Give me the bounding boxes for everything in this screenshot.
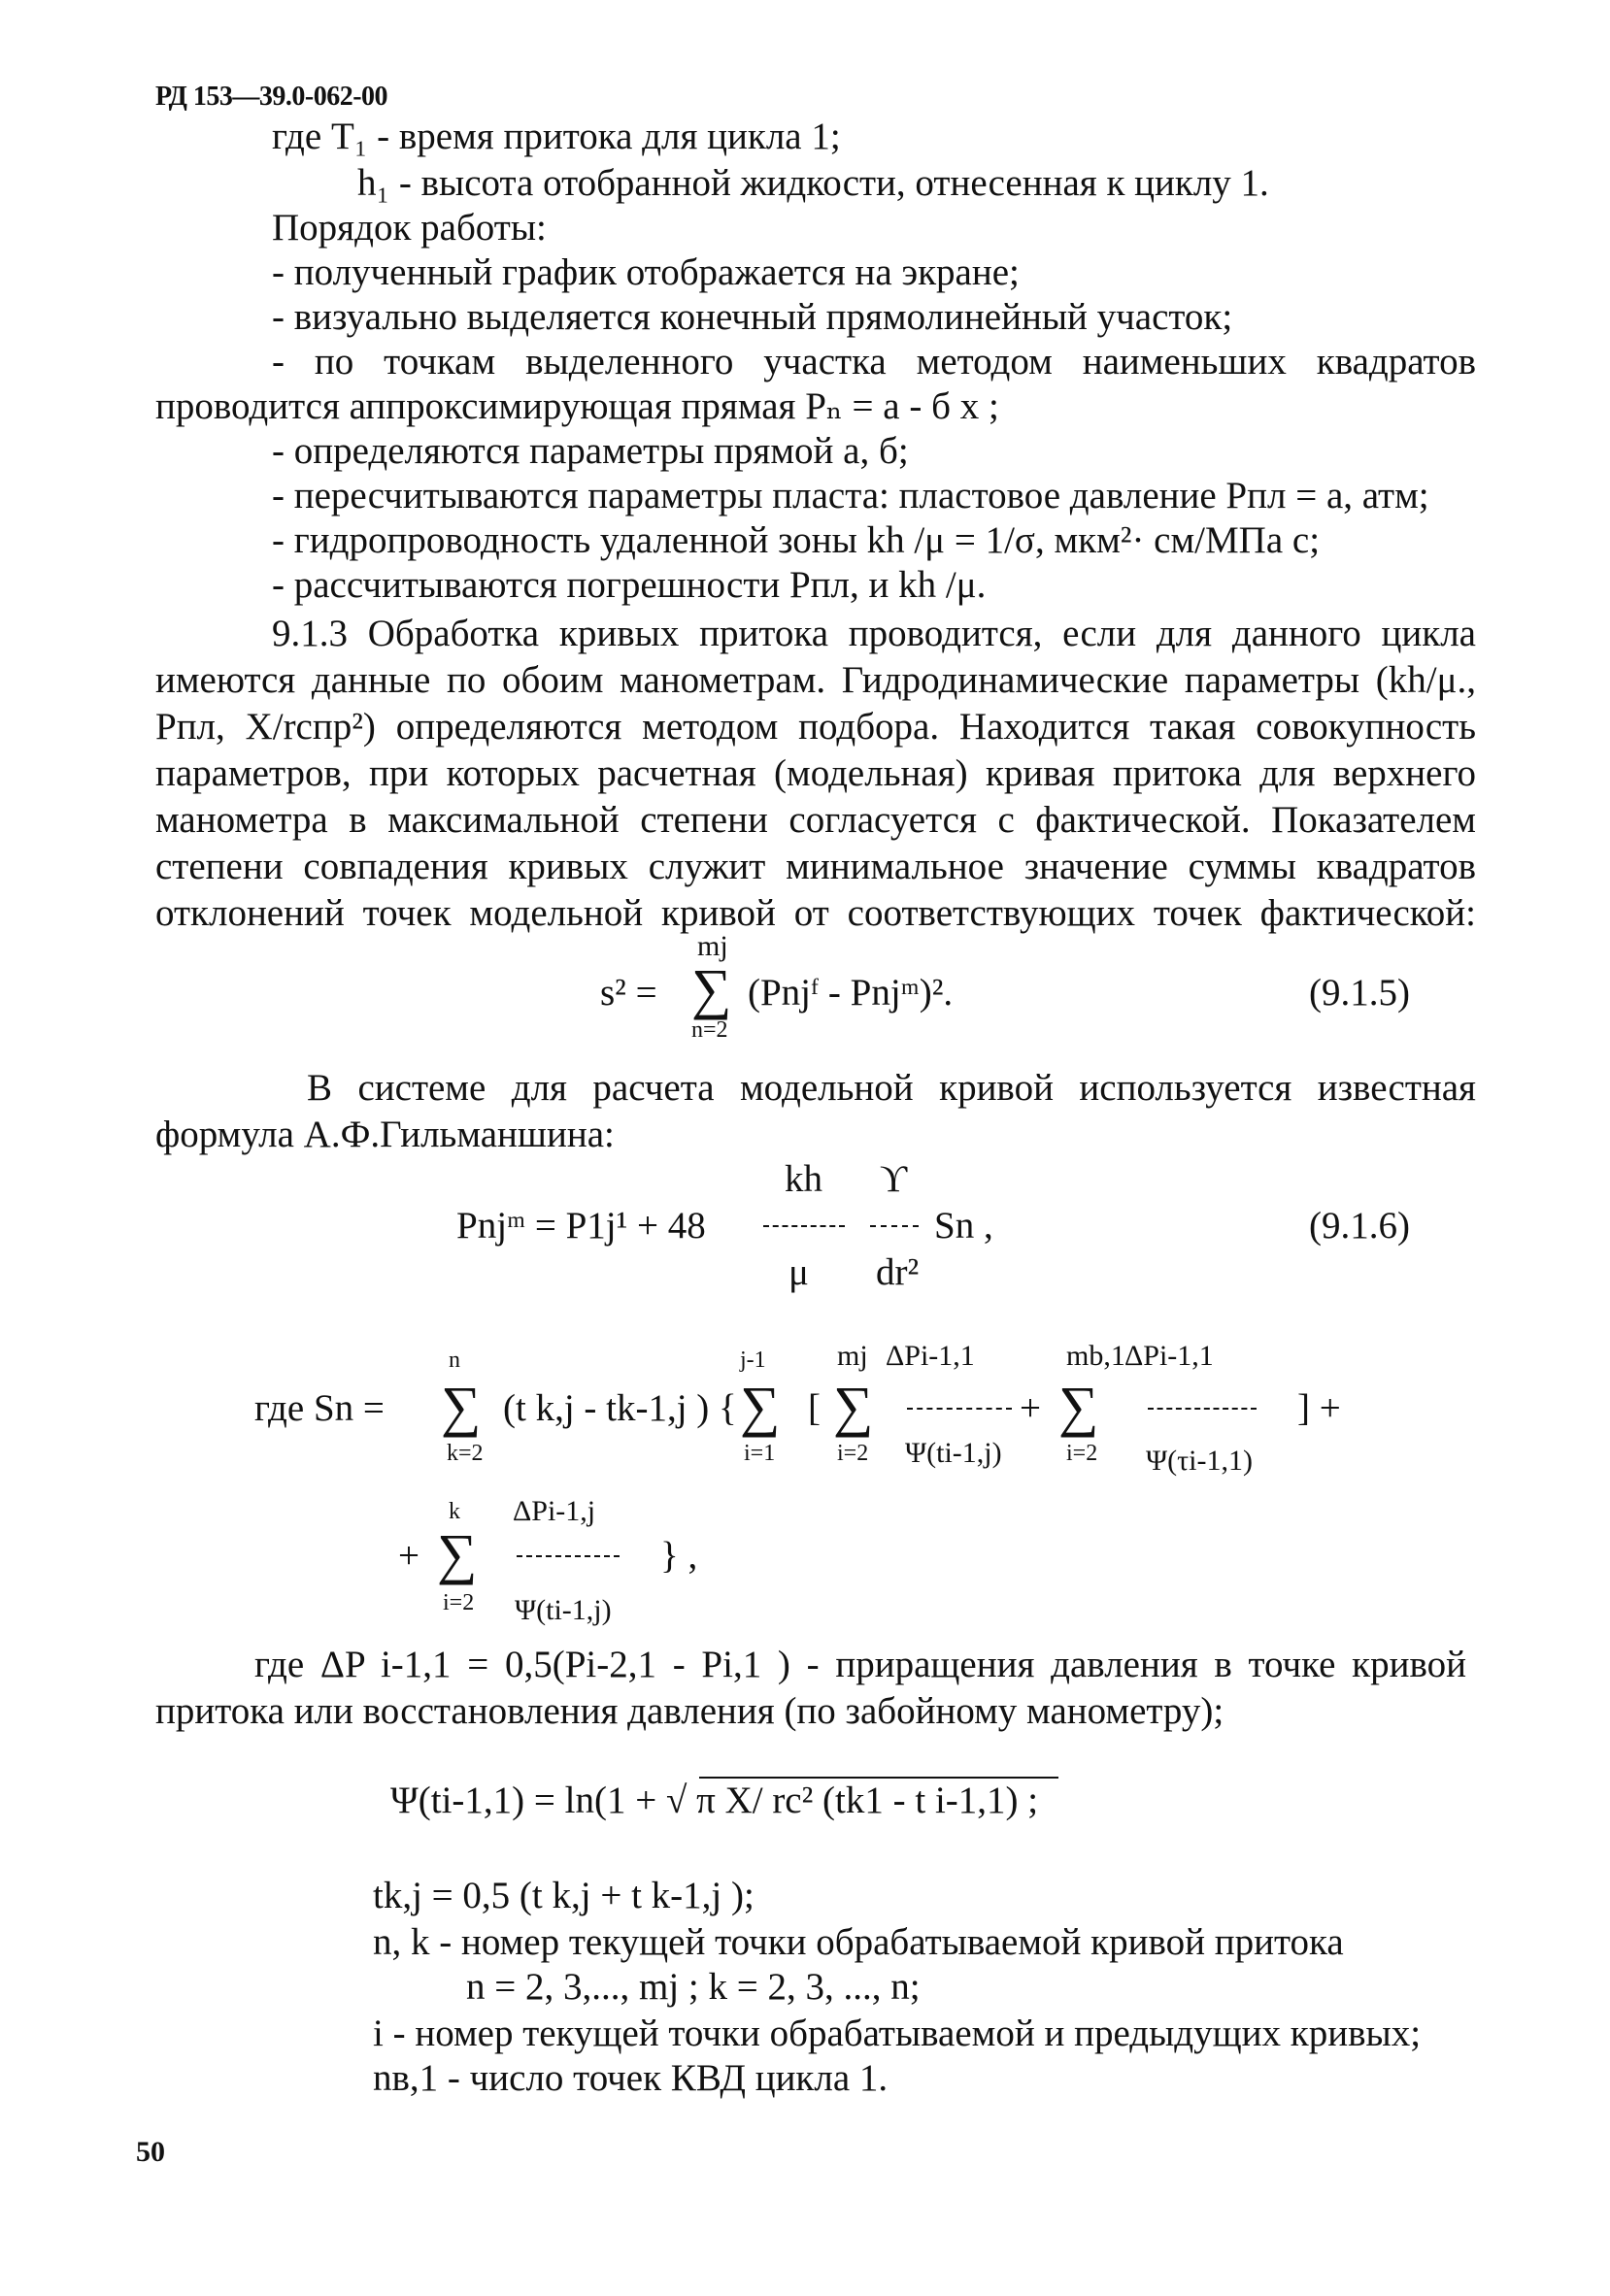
eq-916-lhs: Pnjᵐ = P1j¹ + 48 <box>456 1205 706 1247</box>
eq-916-num2: ϒ <box>880 1158 908 1200</box>
section-913-line: 9.1.3 Обработка кривых притока проводится, если для данного цикла <box>272 613 1476 654</box>
section-913-line: степени совпадения кривых служит минимальное значение суммы квадратов <box>155 846 1476 887</box>
eq-915-sum-upper: mj <box>697 930 728 962</box>
sn-sum4-lower: i=2 <box>1066 1441 1098 1466</box>
eq-916-den1: μ <box>788 1251 809 1293</box>
sn-label: где Sn = <box>254 1387 385 1429</box>
h1-definition: h₁ - высота отобранной жидкости, отнесенная к циклу 1. <box>357 162 1269 204</box>
procedure-item: - определяются параметры прямой а, б; <box>272 430 909 472</box>
sn-sigma: ∑ <box>437 1522 478 1585</box>
eq-915-number: (9.1.5) <box>1309 972 1410 1014</box>
sn-sigma: ∑ <box>1058 1375 1099 1438</box>
sn-frac1-den: Ψ(ti-1,j) <box>905 1437 1002 1469</box>
nk-range: n = 2, 3,..., mj ; k = 2, 3, ..., n; <box>466 1966 921 2008</box>
procedure-item: - гидропроводность удаленной зоны kh /μ = 1/σ, мкм²· см/МПа с; <box>272 519 1321 561</box>
sn-row2-plus: + <box>398 1535 419 1577</box>
procedure-item: - по точкам выделенного участка методом наименьших квадратов <box>272 341 1476 383</box>
document-code: РД 153—39.0-062-00 <box>155 82 388 112</box>
procedure-title: Порядок работы: <box>272 207 547 249</box>
sn-frac3-num: ΔPi-1,j <box>513 1495 596 1527</box>
sqrt-overline <box>699 1777 1058 1779</box>
dp-definition: где ΔP i-1,1 = 0,5(Pi-2,1 - Pi,1 ) - приращения давления в точке кривой <box>254 1644 1466 1685</box>
sn-plus: + <box>1020 1387 1041 1429</box>
section-913-line: отклонений точек модельной кривой от соответствующих точек фактической: <box>155 892 1476 934</box>
sn-factor: (t k,j - tk-1,j ) <box>503 1387 710 1429</box>
sn-brace-open: { <box>719 1387 737 1429</box>
procedure-item: - пересчитываются параметры пласта: пластовое давление Pпл = а, атм; <box>272 475 1429 516</box>
eq-915-body: (Pnjᶠ - Pnjᵐ)². <box>748 972 954 1014</box>
sn-fraction-bar <box>907 1408 1012 1410</box>
procedure-item: - полученный график отображается на экране; <box>272 251 1020 293</box>
sn-sum1-lower: k=2 <box>447 1441 484 1466</box>
sn-fraction-bar <box>1148 1408 1257 1410</box>
sn-sum2-lower: i=1 <box>744 1441 776 1466</box>
system-text-line: формула А.Ф.Гильманшина: <box>155 1114 615 1155</box>
section-913-line: параметров, при которых расчетная (модельная) кривая притока для верхнего <box>155 752 1476 794</box>
sn-bracket-open: [ <box>808 1387 821 1429</box>
eq-916-number: (9.1.6) <box>1309 1205 1410 1247</box>
sn-sigma: ∑ <box>833 1375 874 1438</box>
eq-915-sum-lower: n=2 <box>691 1017 728 1043</box>
sn-frac1-num: ΔPi-1,1 <box>886 1340 975 1372</box>
sn-bracket-close: ] + <box>1297 1387 1341 1429</box>
eq-915-sigma: ∑ <box>691 957 732 1020</box>
sn-frac3-den: Ψ(ti-1,j) <box>515 1594 612 1626</box>
i-definition: i - номер текущей точки обрабатываемой и предыдущих кривых; <box>373 2013 1422 2054</box>
sn-sum2-upper: j-1 <box>740 1348 766 1373</box>
sn-sum4-upper: mb,1 <box>1066 1340 1125 1372</box>
sn-sum3-upper: mj <box>837 1340 868 1372</box>
sn-sum5-lower: i=2 <box>443 1590 475 1615</box>
sn-sum5-upper: k <box>449 1499 460 1524</box>
eq-916-fraction-bar <box>870 1225 919 1227</box>
nk-definition: n, k - номер текущей точки обрабатываемой кривой притока <box>373 1921 1344 1963</box>
sn-brace-close: } , <box>660 1535 698 1577</box>
sn-frac2-num: ΔPi-1,1 <box>1124 1340 1214 1372</box>
eq-916-num1: kh <box>785 1158 822 1200</box>
psi-formula: Ψ(ti-1,1) = ln(1 + √ π X/ rc² (tk1 - t i-1,1) ; <box>390 1780 1039 1821</box>
nb-definition: nв,1 - число точек КВД цикла 1. <box>373 2057 889 2099</box>
eq-916-fraction-bar <box>763 1225 845 1227</box>
eq-915-lhs: s² = <box>600 972 657 1014</box>
system-text-line: В системе для расчета модельной кривой используется известная <box>307 1067 1476 1109</box>
dp-definition-cont: притока или восстановления давления (по забойному манометру); <box>155 1690 1224 1732</box>
procedure-item: проводится аппроксимирующая прямая Pₙ = а - б х ; <box>155 385 999 427</box>
sn-frac2-den: Ψ(τi-1,1) <box>1146 1445 1253 1477</box>
sn-sum1-upper: n <box>449 1348 460 1373</box>
section-913-line: Pпл, X/rспр²) определяются методом подбора. Находится такая совокупность <box>155 706 1476 748</box>
page-number: 50 <box>136 2136 165 2168</box>
sn-sigma: ∑ <box>740 1375 781 1438</box>
sn-sigma: ∑ <box>441 1375 482 1438</box>
section-913-line: имеются данные по обоим манометрам. Гидродинамические параметры (kh/μ., <box>155 659 1476 701</box>
eq-916-den2: dr² <box>876 1251 920 1293</box>
sn-fraction-bar <box>517 1555 620 1557</box>
procedure-item: - визуально выделяется конечный прямолинейный участок; <box>272 296 1233 338</box>
eq-916-tail: Sn , <box>934 1205 993 1247</box>
sn-sum3-lower: i=2 <box>837 1441 869 1466</box>
procedure-item: - рассчитываются погрешности Pпл, и kh /μ. <box>272 564 987 606</box>
tkj-definition: tk,j = 0,5 (t k,j + t k-1,j ); <box>373 1875 755 1916</box>
t1-definition: где Т₁ - время притока для цикла 1; <box>272 116 841 157</box>
section-913-line: манометра в максимальной степени согласуется с фактической. Показателем <box>155 799 1476 841</box>
